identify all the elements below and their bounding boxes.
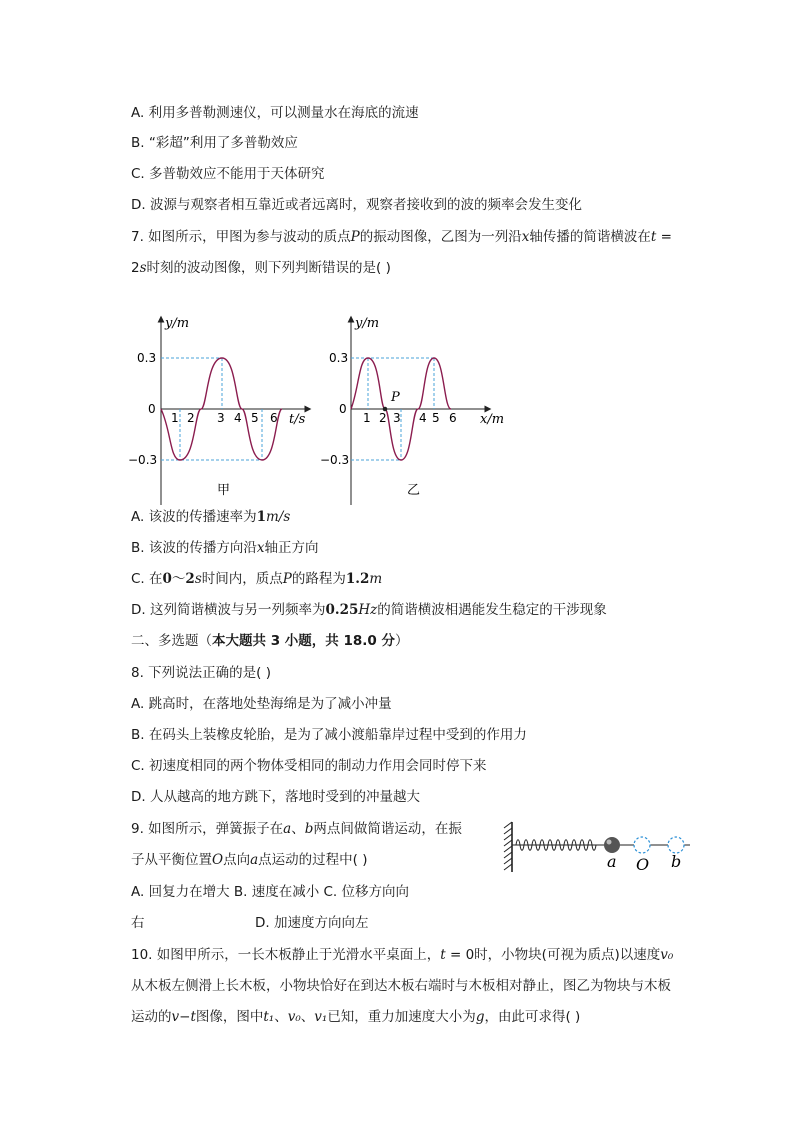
- q8-option-b: B. 在码头上装橡皮轮胎，是为了减小渡船靠岸过程中受到的作用力: [131, 727, 527, 743]
- q9-stem-line2: 子从平衡位置O点向a点运动的过程中( ): [131, 852, 368, 868]
- q9-stem-line1: 9. 如图所示，弹簧振子在a、b两点间做简谐运动，在振: [131, 821, 462, 837]
- graph-jia-tick: 6: [270, 411, 278, 425]
- section-heading: 二、多选题（本大题共 3 小题，共 18.0 分）: [131, 633, 409, 649]
- graph-jia-tick: 1: [171, 411, 179, 425]
- graph-jia-y-bottom: −0.3: [128, 453, 158, 467]
- graph-yi-y-top: 0.3: [329, 351, 349, 365]
- graph-jia-x-label: t/s: [289, 412, 306, 427]
- q7-stem-line1: 7. 如图所示，甲图为参与波动的质点P的振动图像，乙图为一列沿x轴传播的简谐横波在t =: [131, 229, 672, 245]
- graph-jia-origin: 0: [148, 402, 156, 416]
- wall-hatching: [504, 822, 512, 870]
- q7-stem-line2: 2s时刻的波动图像，则下列判断错误的是( ): [131, 260, 391, 276]
- label-b: b: [671, 852, 682, 871]
- graph-yi-y-bottom: −0.3: [320, 453, 350, 467]
- graph-jia-tick: 4: [234, 411, 242, 425]
- graph-jia-y-label: y/m: [165, 316, 190, 331]
- q8-option-c: C. 初速度相同的两个物体受相同的制动力作用会同时停下来: [131, 758, 487, 774]
- q7-option-c: C. 在0～2s时间内，质点P的路程为1.2m: [131, 571, 383, 587]
- q6-option-b: B. “彩超”利用了多普勒效应: [131, 135, 298, 151]
- graph-yi-tick: 1: [363, 411, 371, 425]
- graph-jia-tick: 3: [217, 411, 225, 425]
- graph-jia: [128, 316, 310, 505]
- graph-jia-y-top: 0.3: [137, 351, 157, 365]
- q8-option-a: A. 跳高时，在落地处垫海绵是为了减小冲量: [131, 696, 392, 712]
- q7-graphs-figure: [0, 305, 794, 515]
- graph-yi-tick: 5: [432, 411, 440, 425]
- oscillator-ball: [604, 837, 620, 853]
- graph-jia-tick: 5: [251, 411, 259, 425]
- graph-yi: [320, 316, 504, 505]
- graph-yi-tick: 3: [393, 411, 401, 425]
- graph-yi-tick: 4: [419, 411, 427, 425]
- q7-option-d: D. 这列简谐横波与另一列频率为0.25Hz的简谐横波相遇能发生稳定的干涉现象: [131, 602, 607, 618]
- graph-yi-point-label: P: [391, 390, 400, 405]
- graph-jia-tick: 2: [187, 411, 195, 425]
- q7-option-b: B. 该波的传播方向沿x轴正方向: [131, 540, 319, 556]
- spring-oscillator-figure: [500, 818, 700, 878]
- q10-stem-line1: 10. 如图甲所示，一长木板静止于光滑水平桌面上，t = 0时，小物块(可视为质点)以速度v₀: [131, 947, 674, 963]
- q6-option-d: D. 波源与观察者相互靠近或者远离时，观察者接收到的波的频率会发生变化: [131, 197, 582, 213]
- q9-options-line2: 右 D. 加速度方向向左: [131, 915, 369, 931]
- graph-yi-tick: 2: [379, 411, 387, 425]
- dashed-ball-o: [634, 837, 650, 853]
- graph-yi-x-label: x/m: [480, 412, 505, 427]
- q9-options-line1: A. 回复力在增大 B. 速度在减小 C. 位移方向向: [131, 884, 410, 900]
- label-o: O: [636, 855, 650, 874]
- graph-yi-y-label: y/m: [355, 316, 380, 331]
- q8-stem: 8. 下列说法正确的是( ): [131, 665, 271, 681]
- graph-yi-caption: 乙: [407, 483, 421, 498]
- q7-option-a: A. 该波的传播速率为1m/s: [131, 509, 291, 525]
- q6-option-a: A. 利用多普勒测速仪，可以测量水在海底的流速: [131, 105, 419, 121]
- label-a: a: [607, 852, 617, 871]
- dashed-ball-b: [668, 837, 684, 853]
- q10-stem-line2: 从木板左侧滑上长木板，小物块恰好在到达木板右端时与木板相对静止，图乙为物块与木板: [131, 978, 671, 994]
- q10-stem-line3: 运动的v−t图像，图中t₁、v₀、v₁已知，重力加速度大小为g，由此可求得( ): [131, 1009, 581, 1025]
- graph-yi-tick: 6: [449, 411, 457, 425]
- graph-yi-origin: 0: [339, 402, 347, 416]
- graph-jia-caption: 甲: [217, 483, 231, 498]
- q8-option-d: D. 人从越高的地方跳下，落地时受到的冲量越大: [131, 789, 420, 805]
- ball-highlight: [607, 840, 612, 845]
- q6-option-c: C. 多普勒效应不能用于天体研究: [131, 166, 325, 182]
